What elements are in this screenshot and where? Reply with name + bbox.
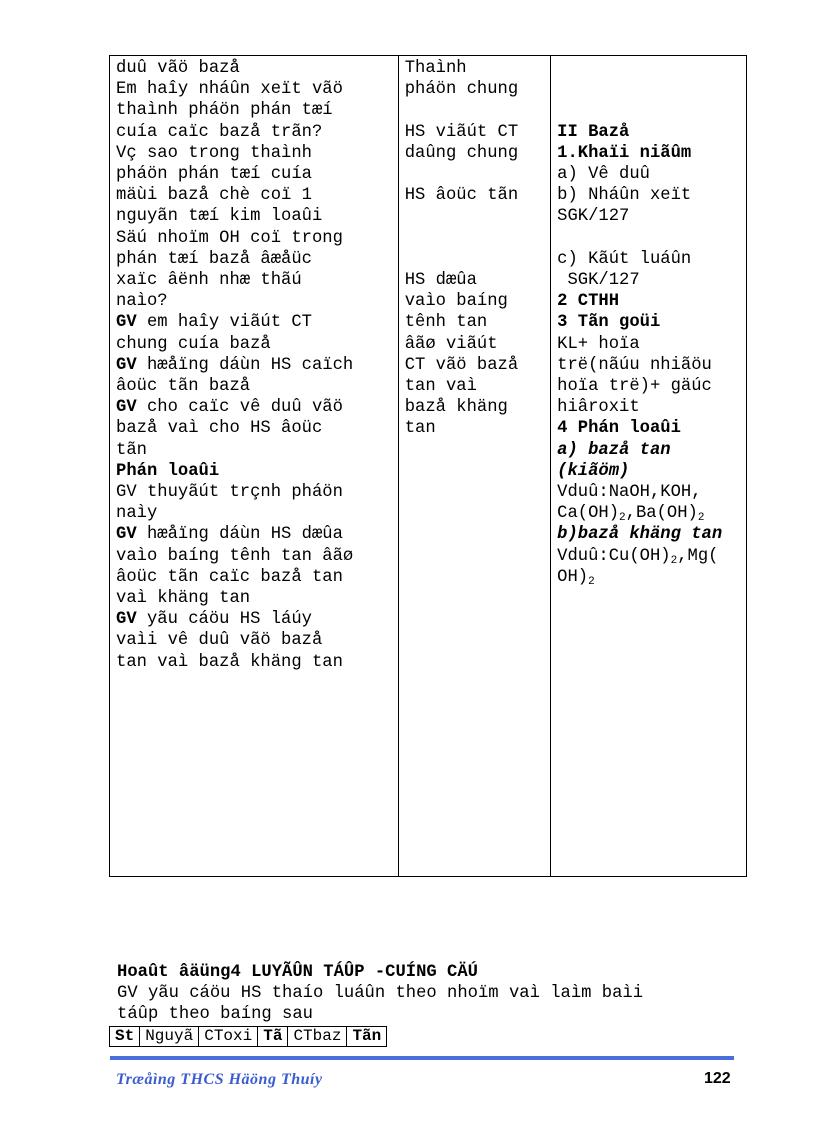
content-line: trë(nãúu nhiãöu xyxy=(557,355,712,375)
text-line: vaìi vê duû vãö bazå xyxy=(116,631,323,651)
text-line: HS viãút CT xyxy=(404,122,519,142)
formula-text: Vduû:Cu(OH) xyxy=(557,546,671,566)
text-line: nguyãn tæí kim loaûi xyxy=(116,207,323,227)
text-line: thaình pháön phán tæí xyxy=(116,101,333,121)
formula-text: ,Ba(OH) xyxy=(625,504,698,524)
speaker-label: GV xyxy=(116,313,137,333)
content-line xyxy=(557,58,740,79)
text-line xyxy=(405,249,544,270)
formula-line xyxy=(557,546,740,567)
text-line: tênh tan xyxy=(404,313,488,333)
text-line: vaìo baíng tênh tan âãø xyxy=(116,546,354,566)
category-heading: a) bazå tan xyxy=(557,440,671,460)
content-line: hiâroxit xyxy=(557,398,640,418)
text-line xyxy=(116,397,392,418)
line-text: hæåïng dáùn HS caïch xyxy=(136,355,354,375)
text-line: GV thuyãút trçnh pháön xyxy=(116,483,343,503)
text-line: pháön phán tæí cuía xyxy=(116,165,312,185)
subscript: 2 xyxy=(670,554,678,567)
text-line: cuía caïc bazå trãn? xyxy=(116,122,323,142)
text-line: Em haîy nháûn xeït vãö xyxy=(116,80,343,100)
text-line xyxy=(405,206,544,227)
activity-instruction: GV yãu cáöu HS thaío luáûn theo nhoïm vaì laìm baìi xyxy=(117,984,644,1004)
content-line xyxy=(557,79,740,100)
header-cell: Nguyã xyxy=(140,1027,199,1047)
subsection-heading: 3 Tãn goüi xyxy=(557,313,661,333)
activity-instruction: táûp theo baíng sau xyxy=(117,1005,313,1025)
page-number: 122 xyxy=(704,1070,731,1087)
line-text: cho caïc vê duû vãö xyxy=(136,398,343,418)
text-line xyxy=(405,100,544,121)
text-line: bazå vaì cho HS âoüc xyxy=(116,419,323,439)
text-line: bazå khäng xyxy=(404,398,508,418)
text-line xyxy=(405,164,544,185)
speaker-label: GV xyxy=(116,398,137,418)
lesson-table xyxy=(109,55,747,877)
subsection-heading: 2 CTHH xyxy=(557,292,620,312)
subsection-heading: 1.Khaïi niãûm xyxy=(557,143,692,163)
text-line xyxy=(405,228,544,249)
text-line: tan xyxy=(404,419,436,439)
category-heading: b)bazå khäng tan xyxy=(557,525,723,545)
formula-line: Vduû:NaOH,KOH, xyxy=(557,483,702,502)
subscript: 2 xyxy=(619,512,626,525)
text-line: tan vaì bazå khäng tan xyxy=(116,652,343,672)
text-line: âãø viãút xyxy=(404,334,498,354)
text-line: mäùi bazå chè coï 1 xyxy=(116,186,312,206)
text-line: vaìo baíng xyxy=(404,292,508,312)
line-text: yãu cáöu HS láúy xyxy=(136,610,312,630)
header-cell: Tãn xyxy=(347,1027,387,1047)
header-cell: CTbaz xyxy=(288,1027,347,1047)
text-line: duû vãö bazå xyxy=(116,59,240,78)
text-line: HS âoüc tãn xyxy=(404,186,519,206)
footer-divider xyxy=(110,1056,734,1060)
content-line xyxy=(557,100,740,121)
text-line: tan vaì xyxy=(404,376,477,396)
text-line: naìo? xyxy=(116,292,168,312)
content-cell xyxy=(551,56,747,877)
header-cell: CToxi xyxy=(199,1027,258,1047)
text-line: xaïc âënh nhæ thãú xyxy=(116,271,302,291)
content-line: SGK/127 xyxy=(557,270,640,290)
activity-heading: Hoaût âäüng4 LUYÃÛN TÁÛP -CUÍNG CÄÚ xyxy=(117,963,478,982)
speaker-label: GV xyxy=(116,610,137,630)
text-line: Thaình xyxy=(404,59,467,78)
line-text: em haîy viãút CT xyxy=(136,313,312,333)
header-cell: Tã xyxy=(258,1027,288,1047)
formula-text: Ca(OH) xyxy=(557,504,620,524)
content-line: c) Kãút luáûn xyxy=(557,249,692,269)
content-line: a) Vê duû xyxy=(557,164,650,184)
text-line: naìy xyxy=(116,504,158,524)
text-line: tãn xyxy=(116,440,147,460)
content-line: KL+ hoïa xyxy=(557,334,640,354)
content-line xyxy=(557,228,740,249)
exercise-table xyxy=(109,1026,387,1047)
formula-line xyxy=(557,567,740,588)
text-line xyxy=(116,524,392,545)
subsection-heading: 4 Phán loaûi xyxy=(557,419,681,439)
text-line: âoüc tãn caïc bazå tan xyxy=(116,567,343,587)
text-line: pháön chung xyxy=(404,80,519,100)
text-line: âoüc tãn bazå xyxy=(116,377,251,397)
text-line xyxy=(116,609,392,630)
text-line: CT vãö bazå xyxy=(404,355,519,375)
text-line: chung cuía bazå xyxy=(116,334,271,354)
header-cell: St xyxy=(110,1027,140,1047)
text-line: Vç sao trong thaình xyxy=(116,143,312,163)
subscript: 2 xyxy=(588,575,595,588)
student-activity-cell xyxy=(398,56,550,877)
text-line: HS dæûa xyxy=(404,270,477,290)
table-header-row xyxy=(110,1027,387,1047)
activity-section xyxy=(117,962,643,1026)
text-line xyxy=(116,355,392,376)
text-line xyxy=(116,312,392,333)
content-line: b) Nháûn xeït xyxy=(557,186,692,206)
text-line: Phán loaûi xyxy=(116,461,220,481)
content-line: SGK/127 xyxy=(557,207,630,227)
formula-line xyxy=(557,503,740,524)
line-text: hæåïng dáùn HS dæûa xyxy=(136,525,343,545)
table-row xyxy=(110,56,747,877)
text-line: daûng chung xyxy=(404,143,519,163)
formula-text: ,Mg( xyxy=(677,546,719,566)
subscript: 2 xyxy=(697,512,705,525)
content-line: hoïa trë)+ gäúc xyxy=(557,376,712,396)
text-line: phán tæí bazå âæåüc xyxy=(116,249,312,269)
footer-school-name: Træåìng THCS Häöng Thuíy xyxy=(116,1071,323,1088)
speaker-label: GV xyxy=(116,355,137,375)
text-line: vaì khäng tan xyxy=(116,589,251,609)
formula-text: OH) xyxy=(557,567,589,587)
text-line: Säú nhoïm OH coï trong xyxy=(116,228,343,248)
section-heading: II Bazå xyxy=(557,122,630,142)
category-heading: (kiãöm) xyxy=(557,461,630,481)
speaker-label: GV xyxy=(116,525,137,545)
teacher-activity-cell xyxy=(110,56,399,877)
